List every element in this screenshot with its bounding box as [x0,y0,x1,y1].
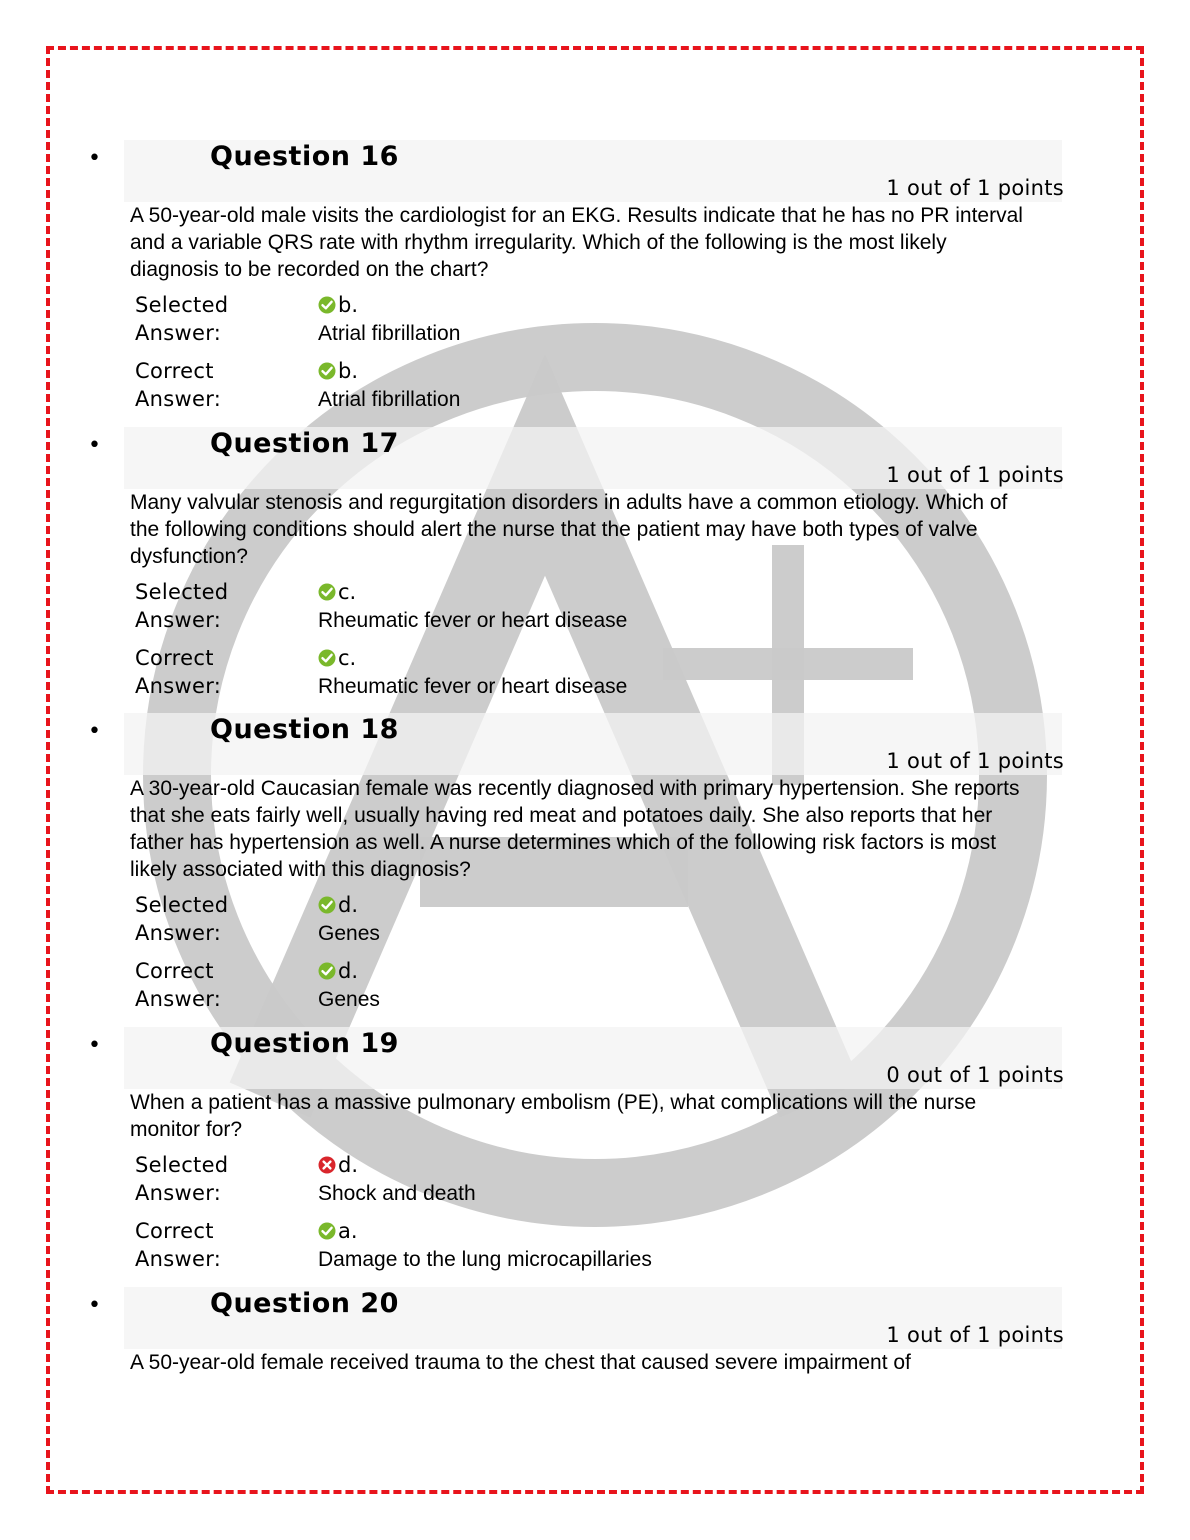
question-header [88,1287,1068,1349]
bullet: • [88,146,101,171]
selected-answer-label: Selected Answer: [135,1153,229,1205]
correct-answer-value: Rheumatic fever or heart disease [318,675,628,698]
question-title: Question 20 [210,1288,399,1319]
question-header [88,427,1068,489]
correct-answer-label: Correct Answer: [135,1219,222,1271]
correct-answer-row [135,957,1068,1023]
selected-answer-value: Rheumatic fever or heart disease [318,609,628,632]
correct-answer-letter: a. [318,1217,358,1245]
correct-answer-label: Correct Answer: [135,959,222,1011]
selected-answer-value: Genes [318,922,380,945]
question-header [88,713,1068,775]
selected-answer-letter: c. [318,578,356,606]
correct-check-icon [318,583,336,601]
selected-answer-label: Selected Answer: [135,893,229,945]
question-block [88,1287,1068,1376]
bullet: • [88,719,101,744]
question-points: 0 out of 1 points [886,1063,1064,1087]
question-points: 1 out of 1 points [886,749,1064,773]
question-title: Question 17 [210,428,399,459]
selected-answer-row [135,1151,1068,1217]
correct-answer-row [135,1217,1068,1283]
question-title: Question 19 [210,1028,399,1059]
selected-answer-row [135,891,1068,957]
bullet: • [88,1293,101,1318]
correct-answer-value: Genes [318,988,380,1011]
incorrect-x-icon [318,1156,336,1174]
bullet: • [88,1033,101,1058]
selected-answer-label: Selected Answer: [135,293,229,345]
bullet: • [88,433,101,458]
correct-check-icon [318,896,336,914]
question-block [88,427,1068,710]
question-text: A 30-year-old Caucasian female was recently diagnosed with primary hypertension. She reports that she eats fairly well, usually having red meat and potatoes daily. She also reports that her father has hypertension as well. A nurse determines which of the following risk factors is most likely associated with this diagnosis? [130,777,1020,881]
correct-check-icon [318,649,336,667]
correct-check-icon [318,1222,336,1240]
question-header [88,1027,1068,1089]
correct-answer-letter: c. [318,644,356,672]
question-block [88,140,1068,423]
question-points: 1 out of 1 points [886,176,1064,200]
correct-answer-letter: d. [318,957,358,985]
question-points: 1 out of 1 points [886,463,1064,487]
selected-answer-label: Selected Answer: [135,580,229,632]
question-block [88,713,1068,1023]
selected-answer-row [135,291,1068,357]
question-header [88,140,1068,202]
correct-check-icon [318,962,336,980]
selected-answer-value: Atrial fibrillation [318,322,461,345]
selected-answer-value: Shock and death [318,1182,476,1205]
question-text: A 50-year-old female received trauma to the chest that caused severe impairment of [130,1351,911,1374]
selected-answer-letter: d. [318,1151,358,1179]
selected-answer-row [135,578,1068,644]
correct-answer-row [135,644,1068,710]
question-text: A 50-year-old male visits the cardiologist for an EKG. Results indicate that he has no PR interval and a variable QRS rate with rhythm irregularity. Which of the following is the most likely diagnosis to be recorded on the chart? [130,204,1023,281]
question-title: Question 18 [210,714,399,745]
correct-check-icon [318,362,336,380]
question-points: 1 out of 1 points [886,1323,1064,1347]
question-block [88,1027,1068,1283]
correct-answer-row [135,357,1068,423]
selected-answer-letter: b. [318,291,358,319]
correct-answer-label: Correct Answer: [135,359,222,411]
correct-answer-value: Atrial fibrillation [318,388,461,411]
question-text: When a patient has a massive pulmonary embolism (PE), what complications will the nurse monitor for? [130,1091,977,1141]
correct-answer-label: Correct Answer: [135,646,222,698]
question-text: Many valvular stenosis and regurgitation disorders in adults have a common etiology. Which of the following conditions should alert the nurse that the patient may have both types of valve dysfunction? [130,491,1008,568]
selected-answer-letter: d. [318,891,358,919]
correct-check-icon [318,296,336,314]
correct-answer-letter: b. [318,357,358,385]
correct-answer-value: Damage to the lung microcapillaries [318,1248,652,1271]
question-title: Question 16 [210,141,399,172]
